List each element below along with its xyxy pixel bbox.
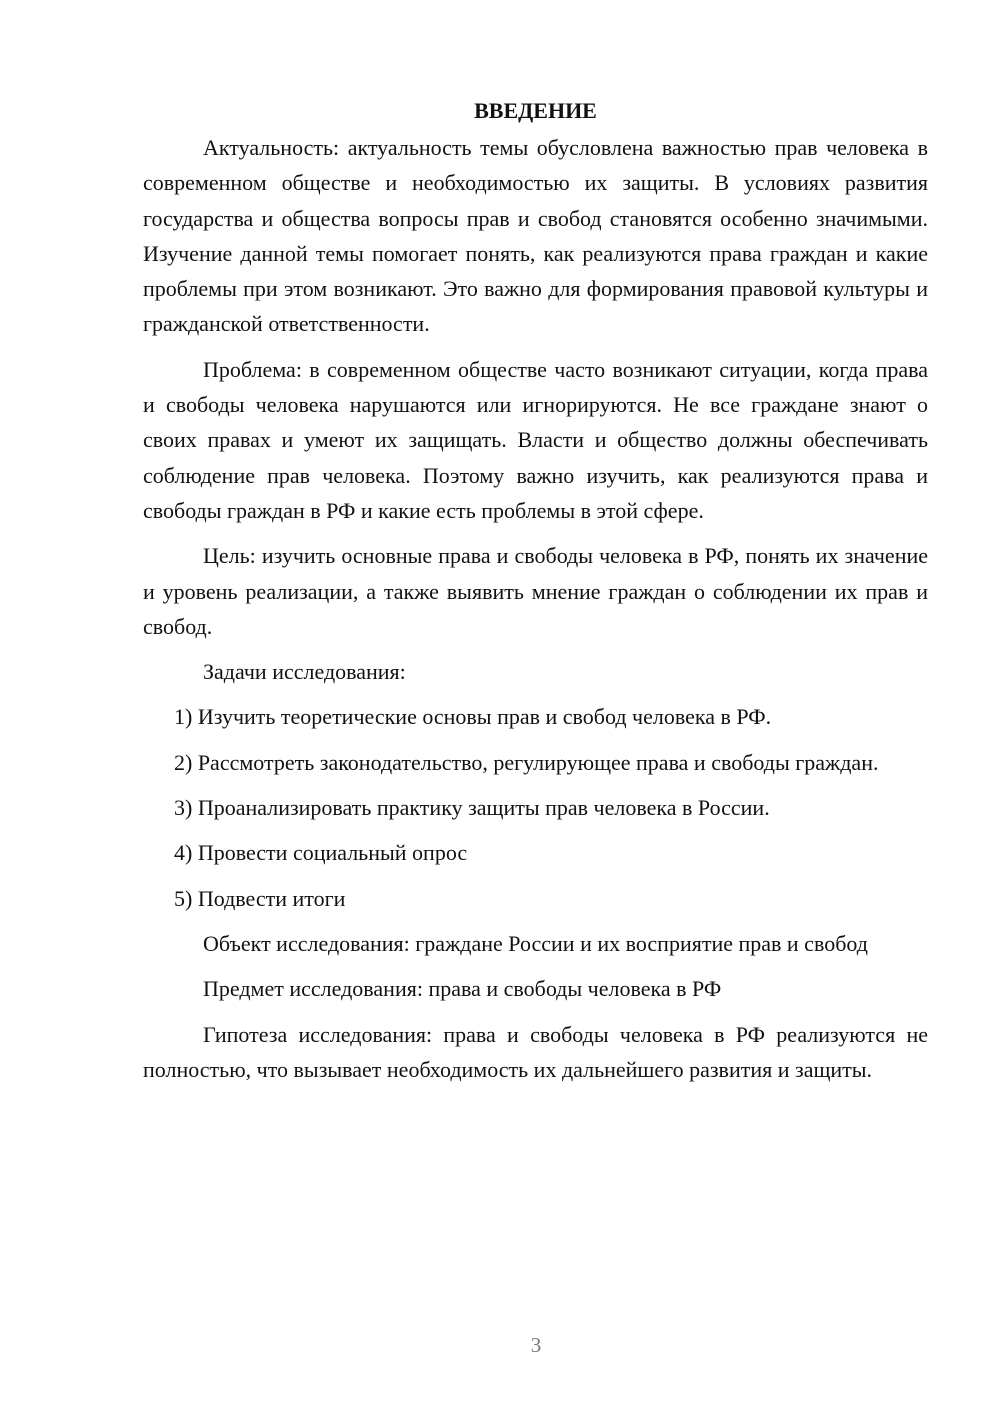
object-paragraph: Объект исследования: граждане России и их восприятие прав и свобод — [203, 930, 868, 956]
task-item: 2) Рассмотреть законодательство, регулирующее права и свободы граждан. — [174, 749, 879, 775]
problem-paragraph: Проблема: в современном обществе часто возникают ситуации, когда права и свободы человека нарушаются или игнорируются. Не все граждане знают о своих правах и умеют их защищать. Власти и общество должны обеспечивать соблюдение прав человека. Поэтому важно изучить, как реализуются права и свободы граждан в РФ и какие есть проблемы в этой сфере. — [143, 356, 928, 523]
tasks-title: Задачи исследования: — [203, 659, 406, 685]
page-content — [143, 93, 928, 1097]
task-item: 4) Провести социальный опрос — [174, 840, 468, 866]
subject-paragraph: Предмет исследования: права и свободы человека в РФ — [203, 976, 722, 1002]
section-heading: ВВЕДЕНИЕ — [474, 98, 597, 123]
hypothesis-paragraph: Гипотеза исследования: права и свободы человека в РФ реализуются не полностью, что вызывает необходимость их дальнейшего развития и защиты. — [143, 1021, 928, 1082]
relevance-paragraph: Актуальность: актуальность темы обусловлена важностью прав человека в современном обществе и необходимостью их защиты. В условиях развития государства и общества вопросы прав и свобод становятся особенно значимыми. Изучение данной темы помогает понять, как реализуются права граждан и какие проблемы при этом возникают. Это важно для формирования правовой культуры и гражданской ответственности. — [143, 135, 928, 337]
task-item: 1) Изучить теоретические основы прав и свобод человека в РФ. — [174, 704, 772, 730]
page-number: 3 — [530, 1333, 542, 1357]
task-item: 3) Проанализировать практику защиты прав человека в России. — [174, 795, 770, 821]
task-item: 5) Подвести итоги — [174, 885, 346, 911]
goal-paragraph: Цель: изучить основные права и свободы человека в РФ, понять их значение и уровень реализации, а также выявить мнение граждан о соблюдении их прав и свобод. — [143, 543, 928, 639]
